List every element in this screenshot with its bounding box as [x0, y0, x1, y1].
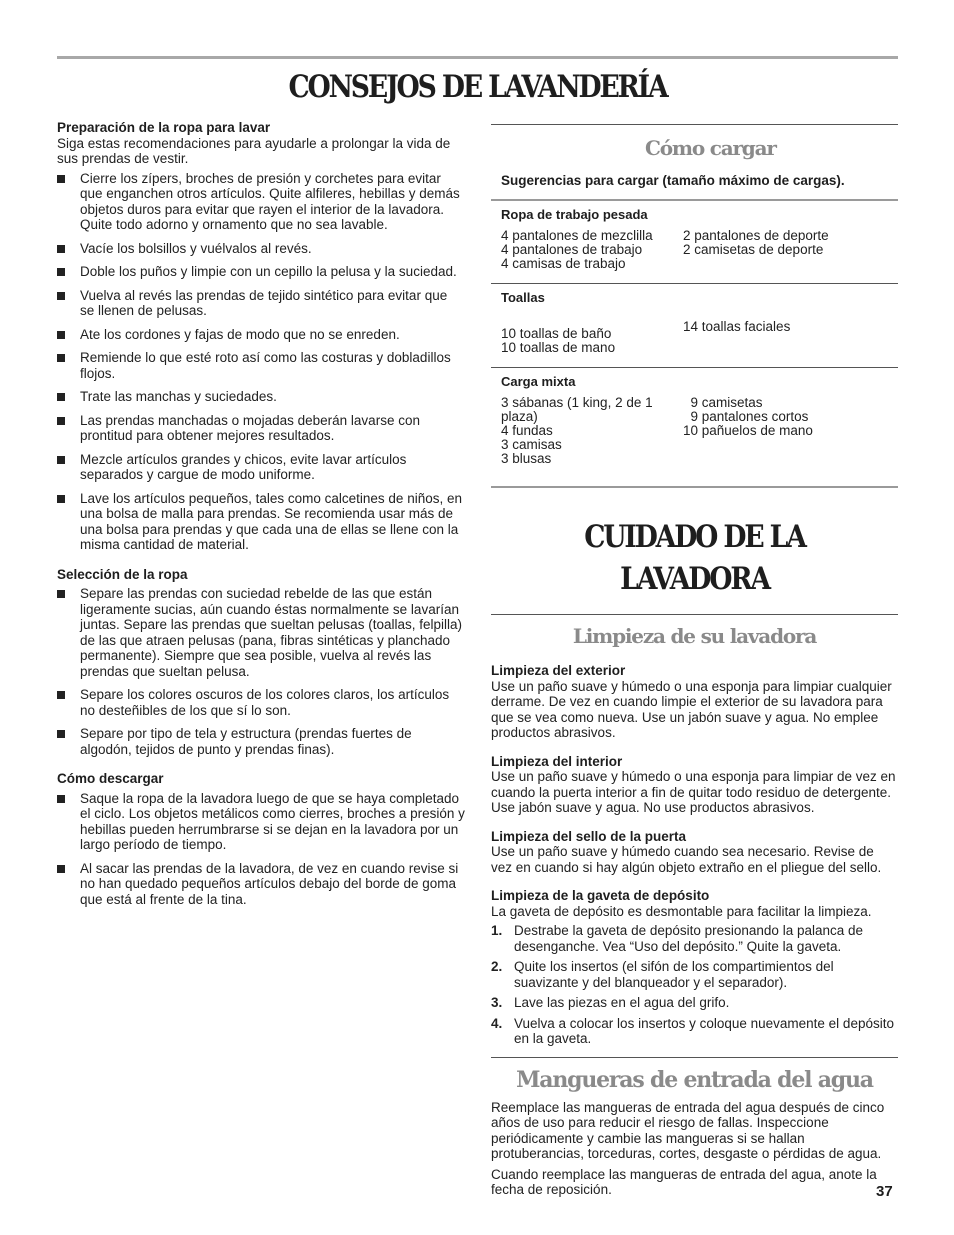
selection-heading: Selección de la ropa [57, 566, 188, 582]
bullet-item [57, 687, 465, 718]
bullet-square-icon [57, 795, 65, 803]
prep-list [57, 171, 465, 553]
loading-group-title: Ropa de trabajo pesada [501, 206, 648, 222]
loading-item: 14 toallas faciales [683, 318, 791, 334]
loading-rule [491, 124, 898, 125]
bullet-square-icon [57, 268, 65, 276]
loading-item: 2 camisetas de deporte [683, 242, 824, 257]
bullet-text: Vuelva al revés las prendas de tejido sintético para evitar que se llenen de pelusas. [80, 287, 448, 318]
loading-item: 4 pantalones de trabajo [501, 242, 643, 257]
bullet-item [57, 791, 465, 853]
step-text: Destrabe la gaveta de depósito presionando la palanca de desenganche. Vea “Uso del depósito.” Quite la gaveta. [514, 923, 864, 954]
bullet-square-icon [57, 590, 65, 598]
step-number: 3. [491, 995, 503, 1010]
interior-text: Use un paño suave y húmedo o una esponja para limpiar de vez en cuando la puerta interior a fin de quitar todo residuo de detergente. Use jabón suave y agua. No use productos abrasivos. [491, 769, 896, 815]
loading-item: 10 pañuelos de mano [683, 423, 813, 438]
left-column [57, 120, 465, 915]
loading-item: 10 toallas de baño [501, 325, 612, 341]
bullet-item [57, 389, 465, 405]
page-number: 37 [876, 1183, 893, 1200]
bullet-item [57, 726, 465, 757]
page-title: CONSEJOS DE LAVANDERÍA [288, 69, 667, 105]
bullet-item [57, 171, 465, 233]
bullet-text: Vacíe los bolsillos y vuélvalos al revés. [80, 240, 312, 256]
loading-group [491, 368, 898, 479]
hoses-text-2: Cuando reemplace las mangueras de entrada del agua, anote la fecha de reposición. [491, 1166, 877, 1197]
step-text: Vuelva a colocar los insertos y coloque nuevamente el depósito en la gaveta. [514, 1015, 894, 1046]
bullet-square-icon [57, 691, 65, 699]
bullet-text: Trate las manchas y suciedades. [80, 389, 277, 404]
drawer-step [491, 995, 898, 1011]
bullet-square-icon [57, 292, 65, 300]
drawer-step [491, 923, 898, 954]
hoses-heading: Mangueras de entrada del agua [516, 1066, 873, 1093]
bullet-item [57, 586, 465, 679]
loading-group-title: Toallas [501, 290, 545, 305]
drawer-step [491, 1016, 898, 1047]
bullet-text: Ate los cordones y fajas de modo que no se enreden. [80, 326, 400, 342]
seal-heading: Limpieza del sello de la puerta [491, 828, 687, 844]
loading-group [491, 284, 898, 367]
step-text: Lave las piezas en el agua del grifo. [514, 995, 730, 1010]
loading-item: 2 pantalones de deporte [683, 228, 829, 243]
drawer-step [491, 959, 898, 990]
bullet-item [57, 413, 465, 444]
loading-heading: Cómo cargar [645, 136, 776, 160]
bullet-square-icon [57, 456, 65, 464]
unload-heading: Cómo descargar [57, 771, 164, 786]
loading-group-title: Carga mixta [501, 373, 576, 389]
prep-heading: Preparación de la ropa para lavar [57, 120, 271, 135]
bullet-square-icon [57, 354, 65, 362]
bullet-item [57, 491, 465, 553]
loading-table [491, 201, 898, 489]
bullet-text: Doble los puños y limpie con un cepillo la pelusa y la suciedad. [80, 264, 457, 279]
unload-list [57, 791, 465, 908]
seal-text: Use un paño suave y húmedo cuando sea necesario. Revise de vez en cuando si hay algún objeto extraño en el pliegue del sello. [491, 844, 882, 875]
bullet-square-icon [57, 175, 65, 183]
loading-group-rule [491, 486, 898, 488]
prep-intro: Siga estas recomendaciones para ayudarle a prolongar la vida de sus prendas de vestir. [57, 135, 451, 166]
loading-item: 4 camisas de trabajo [501, 256, 626, 271]
cleaning-heading: Limpieza de su lavadora [572, 624, 817, 648]
bullet-item [57, 861, 465, 908]
bullet-text: Al sacar las prendas de la lavadora, de vez en cuando revise si no han quedado pequeños artículos debajo del borde de goma que está al frente de la tina. [80, 860, 459, 907]
bullet-square-icon [57, 417, 65, 425]
selection-list [57, 586, 465, 757]
care-rule [491, 614, 898, 615]
loading-item: 3 blusas [501, 451, 552, 466]
bullet-item [57, 241, 465, 257]
bullet-text: Las prendas manchadas o mojadas deberán lavarse con prontitud para obtener mejores resultados. [80, 412, 420, 443]
bullet-item [57, 327, 465, 343]
bullet-text: Separe por tipo de tela y estructura (prendas fuertes de algodón, tejidos de punto y prendas finas). [80, 726, 412, 757]
bullet-text: Remiende lo que esté roto así como las costuras y dobladillos flojos. [80, 350, 451, 381]
drawer-steps [491, 923, 898, 1047]
loading-item: 3 camisas [501, 437, 562, 452]
bullet-square-icon [57, 730, 65, 738]
bullet-item [57, 452, 465, 483]
hoses-rule [491, 1057, 898, 1058]
bullet-text: Lave los artículos pequeños, tales como calcetines de niños, en una bolsa de malla para prendas. Se recomienda usar más de una bolsa para prendas y que cada una de ellas se llene con la misma cantidad de material. [80, 490, 462, 552]
loading-table-header: Sugerencias para cargar (tamaño máximo de cargas). [501, 173, 845, 188]
bullet-square-icon [57, 331, 65, 339]
bullet-item [57, 350, 465, 381]
bullet-text: Mezcle artículos grandes y chicos, evite lavar artículos separados y cargue de modo uniforme. [80, 451, 407, 482]
exterior-text: Use un paño suave y húmedo o una esponja para limpiar cualquier derrame. De vez en cuando limpie el exterior de su lavadora para que se vea como nueva. Use un jabón suave y agua. No emplee productos abrasivos. [491, 678, 892, 740]
bullet-text: Separe las prendas con suciedad rebelde de las que están ligeramente sucias, aún cuando éstas normalmente se lavarían juntas. Separe las prendas que sueltan pelusas (toallas, felpilla) de las que atraen pelusas (pana, fibras sintéticas y planchado permanente). Siempre que sea posible, vuelva al revés las prendas que sueltan pelusa. [80, 586, 462, 679]
interior-heading: Limpieza del interior [491, 753, 623, 769]
loading-item: 3 sábanas (1 king, 2 de 1 [501, 395, 653, 410]
bullet-square-icon [57, 393, 65, 401]
hoses-text-1: Reemplace las mangueras de entrada del agua después de cinco años de uso para reducir el riesgo de fallas. Inspeccione periódicamente y cambie las mangueras si se hallan protuberancias, torceduras, cortes, desgaste o pérdidas de agua. [491, 1099, 885, 1161]
bullet-text: Separe los colores oscuros de los colores claros, los artículos no desteñibles de los que sí lo son. [80, 687, 450, 718]
loading-item: 9 camisetas [683, 395, 763, 410]
bullet-square-icon [57, 245, 65, 253]
step-number: 2. [491, 959, 503, 974]
care-title: CUIDADO DE LA LAVADORA [584, 519, 805, 597]
right-column [491, 124, 898, 1198]
step-number: 1. [491, 923, 503, 938]
step-number: 4. [491, 1015, 503, 1031]
bullet-text: Cierre los zípers, broches de presión y corchetes para evitar que enganchen otros artículos. Quite alfileres, hebillas y demás objetos duros para evitar que rayen el interior de la lavadora. Quite todo adorno y ornamento que no sea lavable. [80, 170, 460, 232]
loading-item: plaza) [501, 409, 538, 424]
bullet-item [57, 264, 465, 280]
loading-item: 10 toallas de mano [501, 339, 616, 355]
bullet-text: Saque la ropa de la lavadora luego de que se haya completado el ciclo. Los objetos metálicos como cierres, broches a presión y hebillas pueden herrumbrarse si se dejan en la lavadora por un largo período de tiempo. [80, 790, 465, 852]
step-text: Quite los insertos (el sifón de los compartimientos del suavizante y del blanqueador y el separador). [514, 959, 834, 990]
exterior-heading: Limpieza del exterior [491, 663, 626, 678]
drawer-heading: Limpieza de la gaveta de depósito [491, 888, 710, 903]
top-rule [57, 56, 898, 59]
bullet-square-icon [57, 865, 65, 873]
loading-item: 4 fundas [501, 423, 553, 438]
loading-item: 4 pantalones de mezclilla [501, 228, 653, 243]
bullet-square-icon [57, 495, 65, 503]
drawer-intro: La gaveta de depósito es desmontable para facilitar la limpieza. [491, 903, 872, 919]
loading-group [491, 201, 898, 284]
loading-item: 9 pantalones cortos [683, 409, 809, 424]
bullet-item [57, 288, 465, 319]
